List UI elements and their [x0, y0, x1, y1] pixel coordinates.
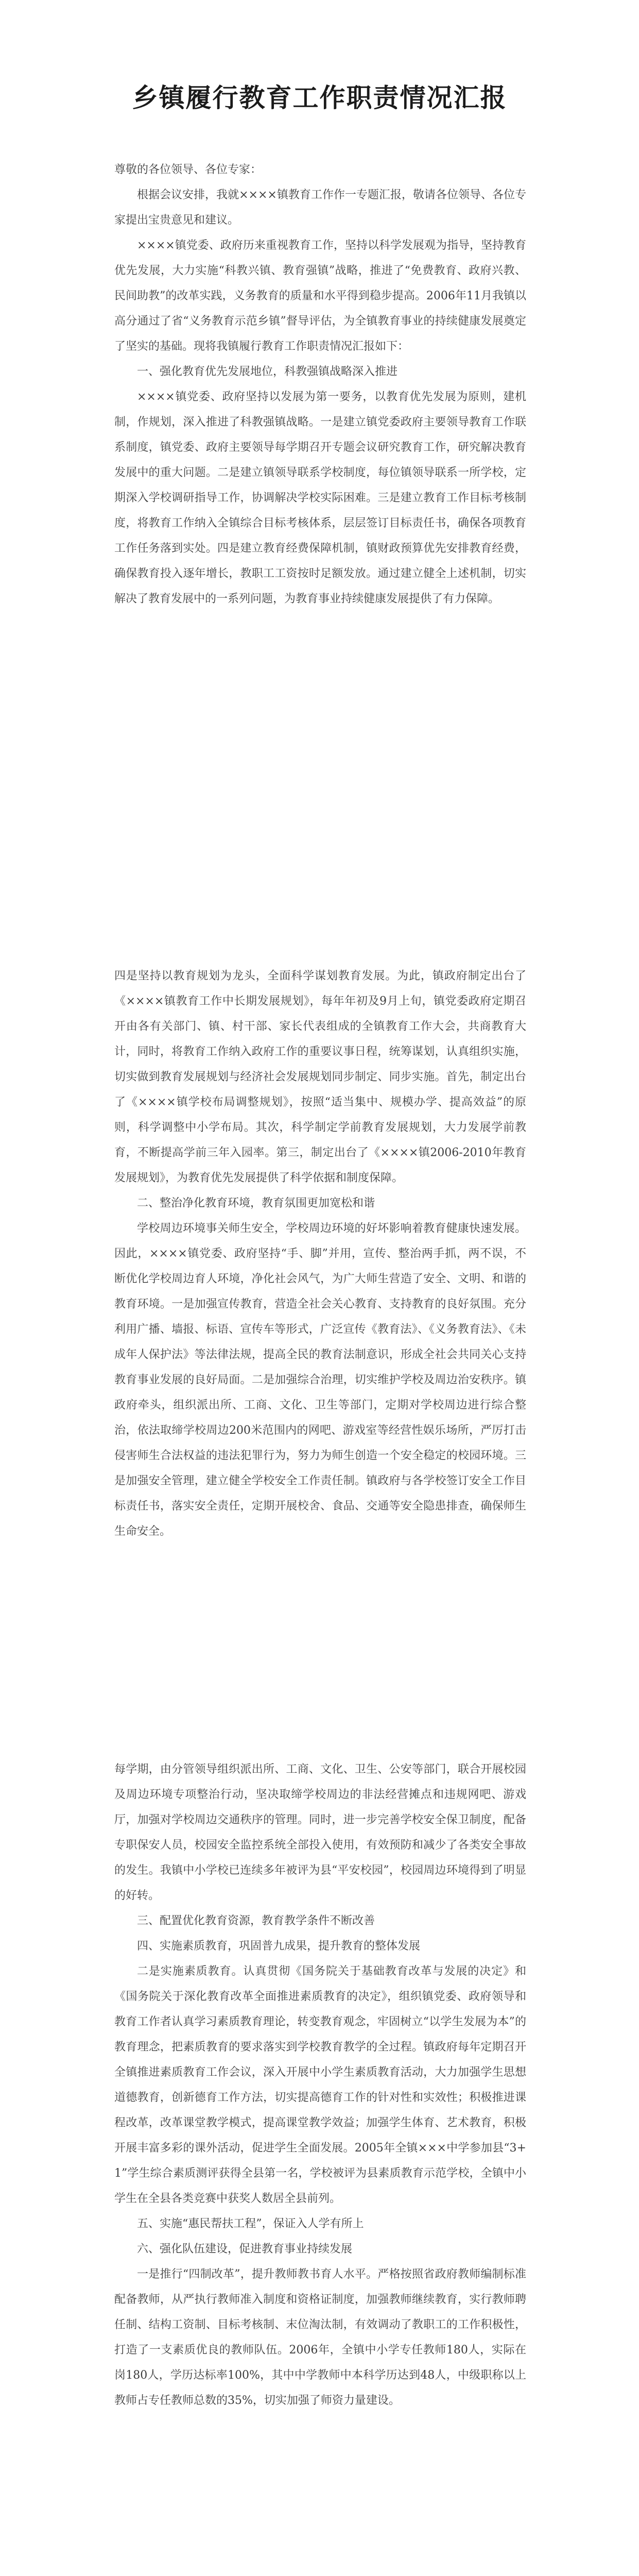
body-paragraph: 学校周边环境事关师生安全，学校周边环境的好坏影响着教育健康快速发展。因此，××××镇党委、政府坚持“手、脚”并用，宣传、整治两手抓，两不误，不断优化学校周边育人环境，净化社会风气，为广大师生营造了安全、文明、和谐的教育环境。一是加强宣传教育，营造全社会关心教育、支持教育的良好氛围。充分利用广播、墙报、标语、宣传车等形式，广泛宣传《教育法》、《义务教育法》、《未成年人保护法》等法律法规，提高全民的教育法制意识，形成全社会共同关心支持教育事业发展的良好局面。二是加强综合治理，切实维护学校及周边治安秩序。镇政府牵头，组织派出所、工商、文化、卫生等部门，定期对学校周边进行综合整治，依法取缔学校周边200米范围内的网吧、游戏室等经营性娱乐场所，严厉打击侵害师生合法权益的违法犯罪行为，努力为师生创造一个安全稳定的校园环境。三是加强安全管理，建立健全学校安全工作责任制。镇政府与各学校签订安全工作目标责任书，落实安全责任，定期开展校舍、食品、交通等安全隐患排查，确保师生生命安全。 [114, 1222, 526, 1538]
content-block-1 [114, 157, 526, 612]
section-heading-5: 五、实施“惠民帮扶工程”，保证入人学有所上 [137, 2217, 364, 2230]
greeting-paragraph: 尊敬的各位领导、各位专家： [114, 163, 262, 176]
body-paragraph: 一是推行“四制改革”，提升教师教书育人水平。严格按照省政府教师编制标准配备教师，从严执行教师准入制度和资格证制度，加强教师继续教育，实行教师聘任制、结构工资制、目标考核制、末位淘汰制，有效调动了教职工的工作积极性，打造了一支素质优良的教师队伍。2006年，全镇中小学专任教师180人，实际在岗180人，学历达标率100%，其中中学教师中本科学历达到48人，中级职称以上教师占专任教师总数的35%，切实加强了师资力量建设。 [114, 2268, 526, 2407]
content-block-2 [114, 963, 526, 1544]
section-heading-6: 六、强化队伍建设，促进教育事业持续发展 [137, 2243, 353, 2256]
overview-paragraph: ××××镇党委、政府历来重视教育工作，坚持以科学发展观为指导，坚持教育优先发展，大力实施“科教兴镇、教育强镇”战略，推进了“免费教育、政府兴教、民间助教”的改革实践，义务教育的质量和水平得到稳步提高。2006年11月我镇以高分通过了省“义务教育示范乡镇”督导评估，为全镇教育事业的持续健康发展奠定了坚实的基础。现将我镇履行教育工作职责情况汇报如下： [114, 239, 526, 353]
section-heading-2: 二、整治净化教育环境，教育氛围更加宽松和谐 [137, 1197, 375, 1210]
section-heading-1: 一、强化教育优先发展地位，科教强镇战略深入推进 [137, 365, 398, 378]
body-paragraph: ××××镇党委、政府坚持以发展为第一要务，以教育优先发展为原则，建机制，作规划，深入推进了科教强镇战略。一是建立镇党委政府主要领导教育工作联系制度，镇党委、政府主要领导每学期召开专题会议研究教育工作，研究解决教育发展中的重大问题。二是建立镇领导联系学校制度，每位镇领导联系一所学校，定期深入学校调研指导工作，协调解决学校实际困难。三是建立教育工作目标考核制度，将教育工作纳入全镇综合目标考核体系，层层签订目标责任书，确保各项教育工作任务落到实处。四是建立教育经费保障机制，镇财政预算优先安排教育经费，确保教育投入逐年增长，教职工工资按时足额发放。通过建立健全上述机制，切实解决了教育发展中的一系列问题，为教育事业持续健康发展提供了有力保障。 [114, 391, 526, 605]
intro-paragraph: 根据会议安排，我就××××镇教育工作作一专题汇报，敬请各位领导、各位专家提出宝贵意见和建议。 [114, 189, 526, 227]
body-paragraph: 每学期，由分管领导组织派出所、工商、文化、卫生、公安等部门，联合开展校园及周边环境专项整治行动，坚决取缔学校周边的非法经营摊点和违规网吧、游戏厅，加强对学校周边交通秩序的管理。同时，进一步完善学校安全保卫制度，配备专职保安人员，校园安全监控系统全部投入使用，有效预防和减少了各类安全事故的发生。我镇中小学校已连续多年被评为县“平安校园”，校园周边环境得到了明显的好转。 [114, 1763, 526, 1902]
section-heading-3: 三、配置优化教育资源，教育教学条件不断改善 [137, 1914, 375, 1927]
body-paragraph: 二是实施素质教育。认真贯彻《国务院关于基础教育改革与发展的决定》和《国务院关于深化教育改革全面推进素质教育的决定》，组织镇党委、政府领导和教育工作者认真学习素质教育理论，转变教育观念，牢固树立“以学生发展为本”的教育理念，把素质教育的要求落实到学校教育教学的全过程。镇政府每年定期召开全镇推进素质教育工作会议，深入开展中小学生素质教育活动，大力加强学生思想道德教育，创新德育工作方法，切实提高德育工作的针对性和实效性；积极推进课程改革，改革课堂教学模式，提高课堂教学效益；加强学生体育、艺术教育，积极开展丰富多彩的课外活动，促进学生全面发展。2005年全镇×××中学参加县“3+1”学生综合素质测评获得全县第一名，学校被评为县素质教育示范学校，全镇中小学生在全县各类竞赛中获奖人数居全县前列。 [114, 1965, 526, 2205]
content-block-3 [114, 1757, 526, 2413]
section-heading-4: 四、实施素质教育，巩固普九成果，提升教育的整体发展 [137, 1940, 421, 1953]
body-paragraph: 四是坚持以教育规划为龙头，全面科学谋划教育发展。为此，镇政府制定出台了《××××镇教育工作中长期发展规划》，每年年初及9月上旬，镇党委政府定期召开由各有关部门、镇、村干部、家长代表组成的全镇教育工作大会，共商教育大计，同时，将教育工作纳入政府工作的重要议事日程，统筹谋划，认真组织实施，切实做到教育发展规划与经济社会发展规划同步制定、同步实施。首先，制定出台了《××××镇学校布局调整规划》，按照“适当集中、规模办学、提高效益”的原则，科学调整中小学布局。其次，科学制定学前教育发展规划，大力发展学前教育，不断提高学前三年入园率。第三，制定出台了《××××镇2006-2010年教育发展规划》，为教育优先发展提供了科学依据和制度保障。 [114, 970, 526, 1184]
document-title: 乡镇履行教育工作职责情况汇报 [132, 82, 507, 113]
